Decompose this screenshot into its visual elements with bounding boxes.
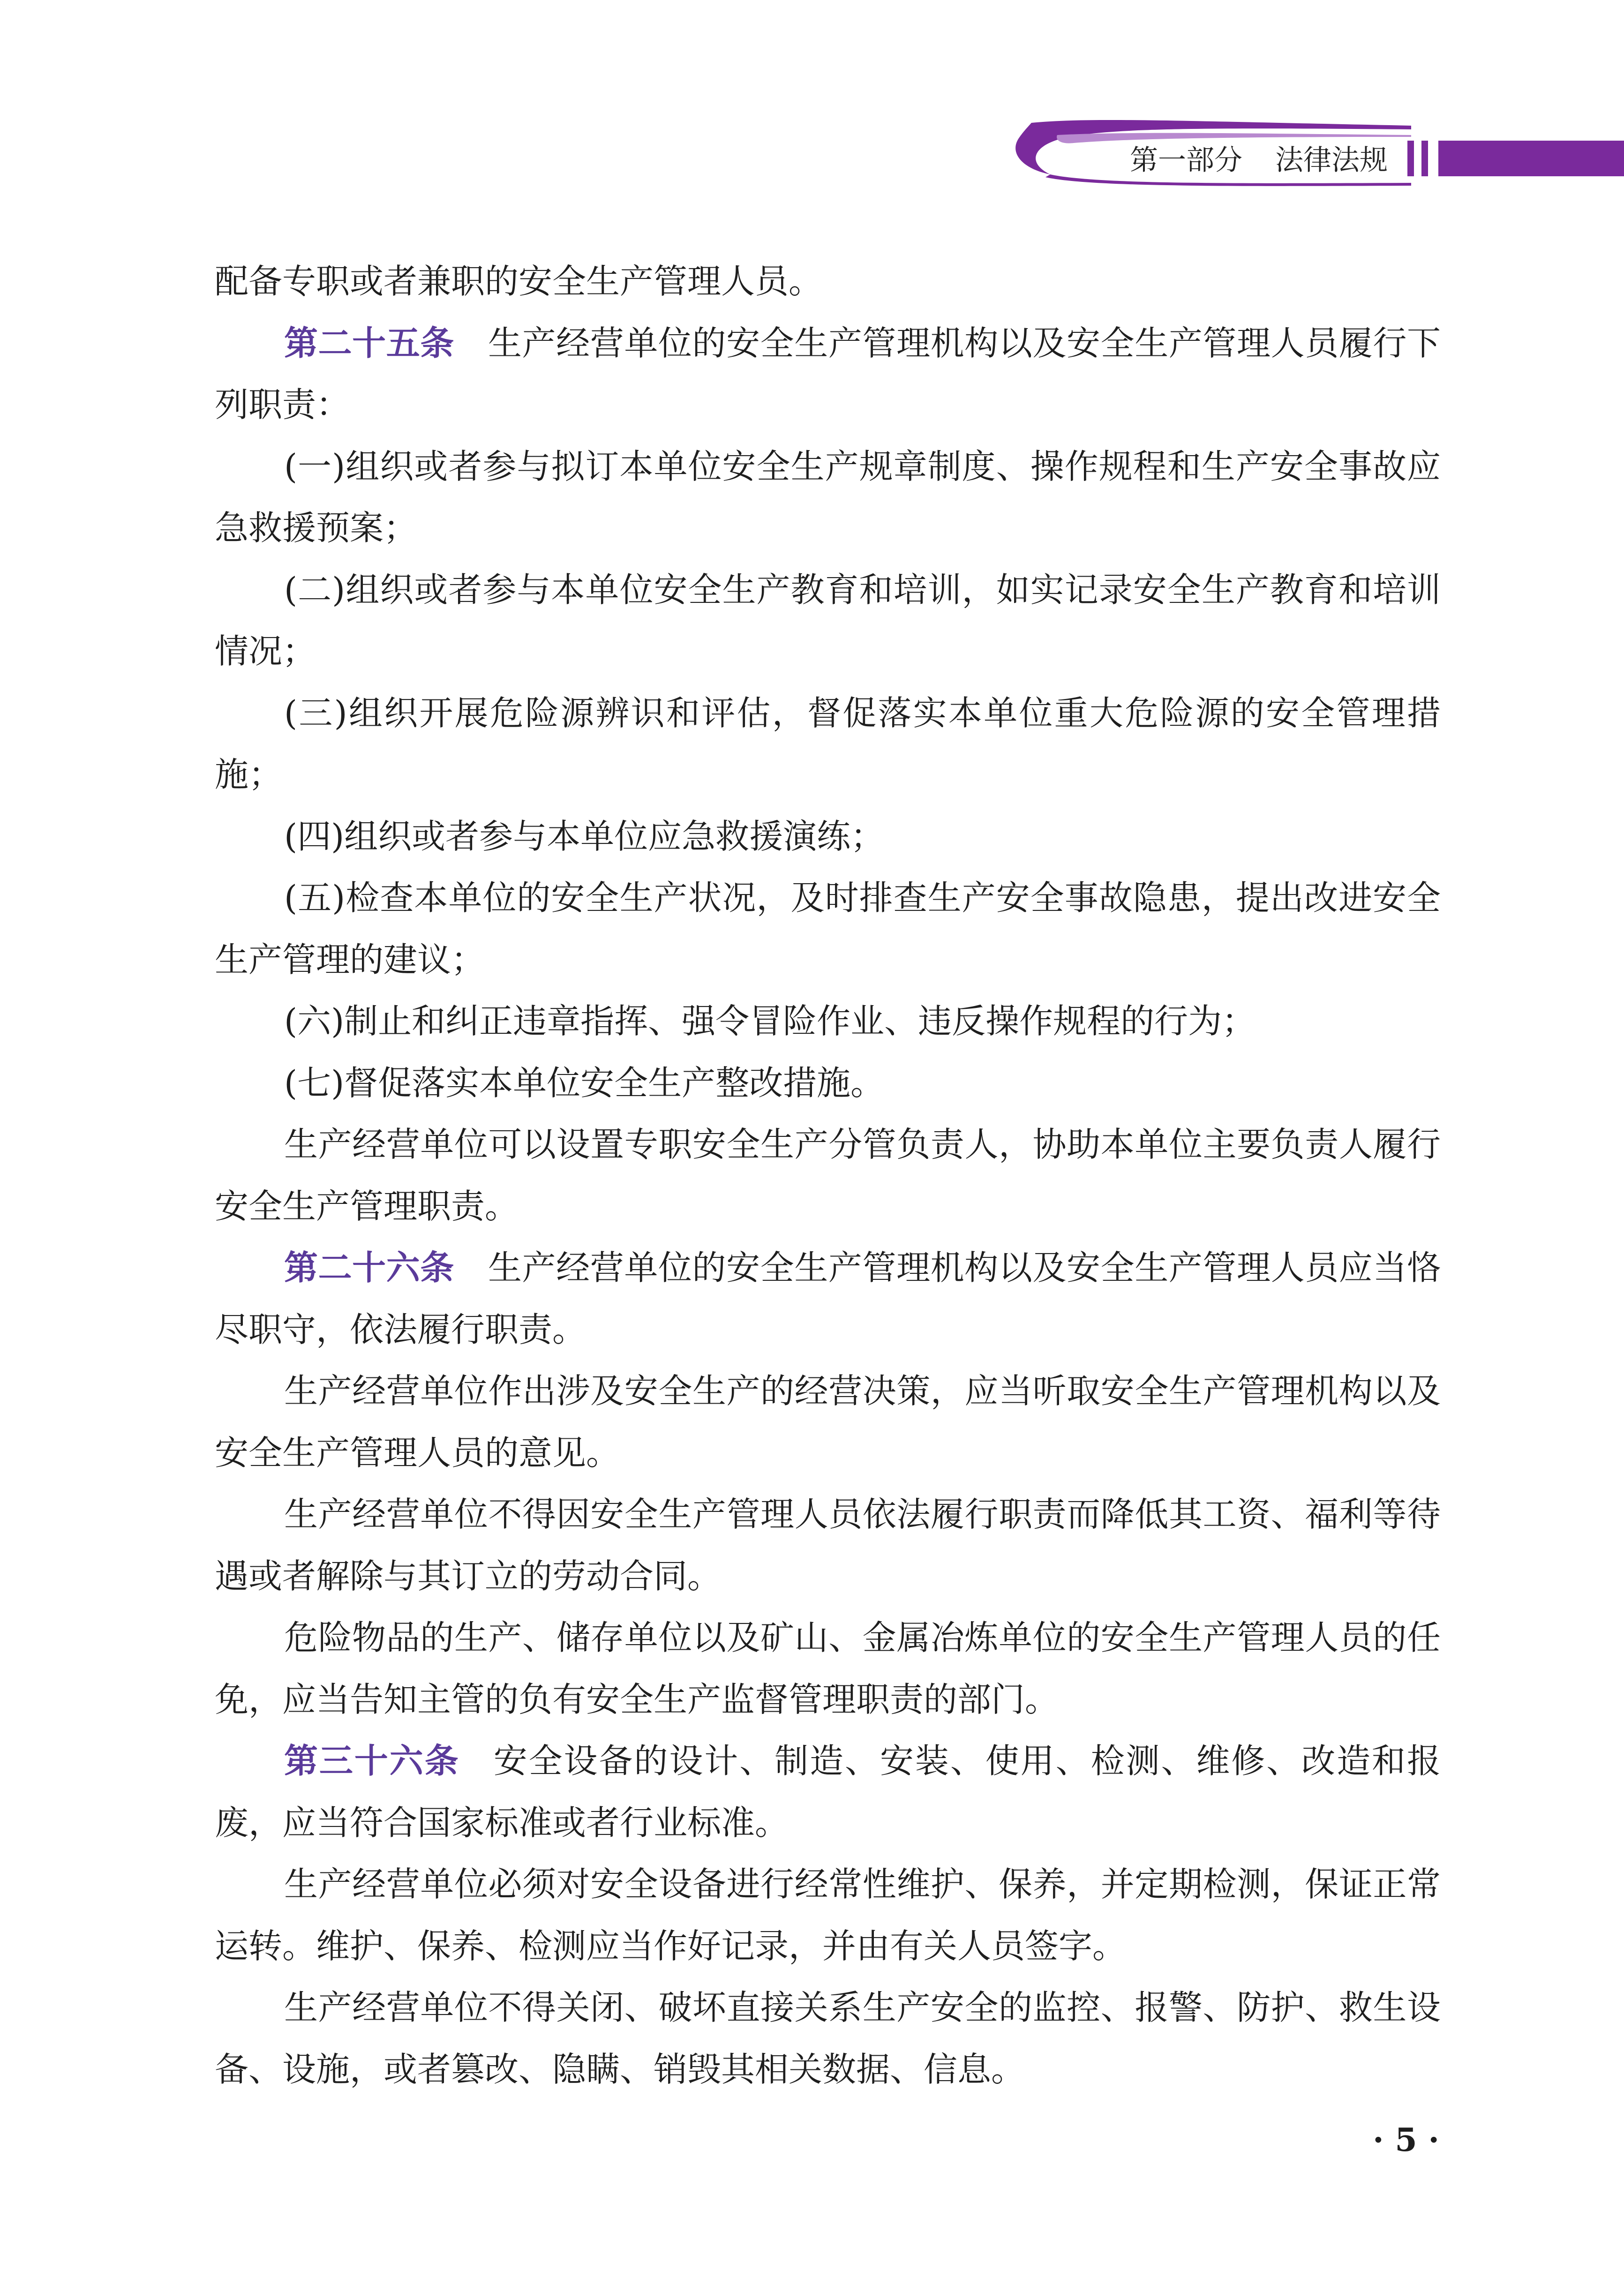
list-item: [215, 1052, 1441, 1114]
paragraph-text: (一)组织或者参与拟订本单位安全生产规章制度、操作规程和生产安全事故应急救援预案；: [215, 446, 1441, 548]
article-number: 第二十五条: [284, 323, 454, 363]
article-paragraph: [215, 313, 1441, 436]
header-label: [1130, 137, 1388, 184]
article-number: 第二十六条: [284, 1248, 454, 1287]
list-item: [215, 991, 1441, 1052]
paragraph: [215, 1607, 1441, 1730]
paragraph: [215, 251, 1441, 313]
list-item: [215, 867, 1441, 991]
paragraph-text: 生产经营单位的安全生产管理机构以及安全生产管理人员履行下列职责：: [215, 323, 1441, 424]
paragraph-text: (六)制止和纠正违章指挥、强令冒险作业、违反操作规程的行为；: [284, 1001, 1256, 1041]
paragraph-text: 生产经营单位的安全生产管理机构以及安全生产管理人员应当恪尽职守，依法履行职责。: [215, 1248, 1441, 1349]
paragraph-text: (四)组织或者参与本单位应急救援演练；: [284, 816, 885, 856]
paragraph-text: 生产经营单位必须对安全设备进行经常性维护、保养，并定期检测，保证正常运转。维护、保养、检测应当作好记录，并由有关人员签字。: [215, 1864, 1441, 1966]
header-title: 法律法规: [1275, 144, 1388, 177]
paragraph-text: (七)督促落实本单位安全生产整改措施。: [284, 1063, 885, 1103]
paragraph-text: (五)检查本单位的安全生产状况，及时排查生产安全事故隐患，提出改进安全生产管理的建议；: [215, 878, 1441, 979]
article-number: 第三十六条: [284, 1741, 460, 1781]
document-body: [215, 251, 1441, 2100]
header-bar-1: [1407, 141, 1414, 176]
article-paragraph: [215, 1237, 1441, 1360]
header-bar-2: [1421, 141, 1428, 176]
paragraph: [215, 1484, 1441, 1607]
paragraph: [215, 1854, 1441, 1977]
page-number: · 5 ·: [1372, 2121, 1439, 2159]
paragraph-text: 危险物品的生产、储存单位以及矿山、金属冶炼单位的安全生产管理人员的任免，应当告知主管的负有安全生产监督管理职责的部门。: [215, 1618, 1441, 1719]
list-item: [215, 806, 1441, 868]
running-header: [0, 0, 1624, 197]
paragraph-text: (三)组织开展危险源辨识和评估，督促落实本单位重大危险源的安全管理措施；: [215, 693, 1441, 794]
paragraph: [215, 1114, 1441, 1237]
list-item: [215, 436, 1441, 559]
paragraph-text: 生产经营单位不得关闭、破坏直接关系生产安全的监控、报警、防护、救生设备、设施，或者篡改、隐瞒、销毁其相关数据、信息。: [215, 1988, 1441, 2089]
paragraph: [215, 1977, 1441, 2100]
list-item: [215, 559, 1441, 683]
paragraph-text: 生产经营单位可以设置专职安全生产分管负责人，协助本单位主要负责人履行安全生产管理职责。: [215, 1125, 1441, 1226]
article-paragraph: [215, 1730, 1441, 1854]
paragraph-text: 生产经营单位作出涉及安全生产的经营决策，应当听取安全生产管理机构以及安全生产管理人员的意见。: [215, 1371, 1441, 1473]
header-part: 第一部分: [1130, 144, 1242, 177]
paragraph-text: (二)组织或者参与本单位安全生产教育和培训，如实记录安全生产教育和培训情况；: [215, 570, 1441, 671]
header-band: [1438, 141, 1624, 176]
paragraph-text: 安全设备的设计、制造、安装、使用、检测、维修、改造和报废，应当符合国家标准或者行业标准。: [215, 1741, 1441, 1842]
paragraph-text: 配备专职或者兼职的安全生产管理人员。: [215, 262, 823, 301]
list-item: [215, 683, 1441, 806]
paragraph: [215, 1360, 1441, 1484]
paragraph-text: 生产经营单位不得因安全生产管理人员依法履行职责而降低其工资、福利等待遇或者解除与其订立的劳动合同。: [215, 1495, 1441, 1596]
